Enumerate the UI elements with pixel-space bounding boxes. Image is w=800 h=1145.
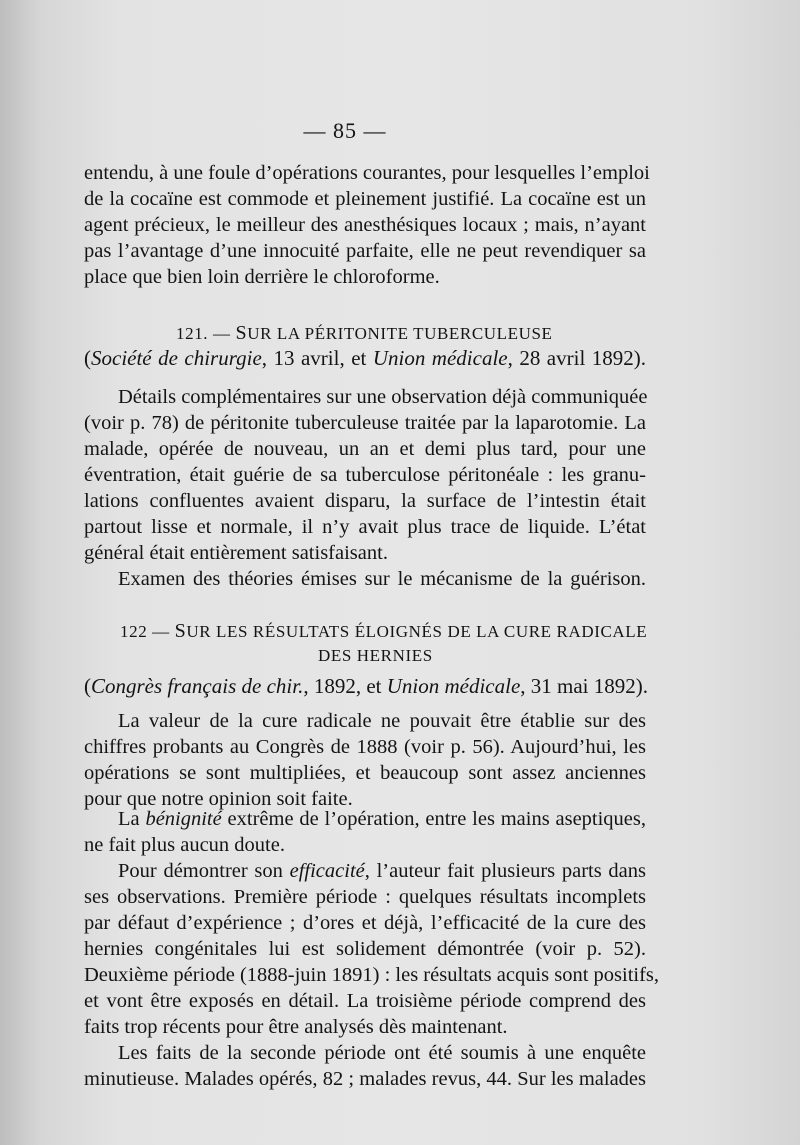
section-122-heading: 122 — SUR LES RÉSULTATS ÉLOIGNÉS DE LA CURE RADICALE — [120, 620, 648, 642]
s121-line-3: malade, opérée de nouveau, un an et demi plus tard, pour une — [84, 438, 646, 460]
s121-line-1: Détails complémentaires sur une observation déjà communiquée — [118, 386, 648, 408]
s121-line-4: éventration, était guérie de sa tuberculose péritonéale : les granu- — [84, 464, 646, 486]
s122-line-2: chiffres probants au Congrès de 1888 (voir p. 56). Aujourd’hui, les — [84, 736, 646, 758]
intro-line-2: de la cocaïne est commode et pleinement justifié. La cocaïne est un — [84, 188, 646, 210]
s121-line-7: général était entièrement satisfaisant. — [84, 542, 388, 564]
section-121-title: UR LA PÉRITONITE TUBERCULEUSE — [247, 324, 553, 343]
intro-line-1: entendu, à une foule d’opérations courantes, pour lesquelles l’emploi — [84, 162, 650, 184]
emphasis-word: bénignité — [145, 808, 222, 830]
intro-line-4: pas l’avantage d’une innocuité parfaite, elle ne peut revendiquer sa — [84, 240, 646, 262]
s122-line-12: minutieuse. Malades opérés, 82 ; malades revus, 44. Sur les malades — [84, 1068, 646, 1090]
s122-line-6: par défaut d’expérience ; d’ores et déjà, l’efficacité de la cure des — [84, 912, 646, 934]
s122-line-5: ses observations. Première période : quelques résultats incomplets — [84, 886, 646, 908]
page-number: — 85 — — [303, 118, 387, 143]
s122-line-3: opérations se sont multipliées, et beaucoup sont assez anciennes — [84, 762, 646, 784]
intro-line-5: place que bien loin derrière le chloroforme. — [84, 266, 440, 288]
s121-line-6: partout lisse et normale, il n’y avait plus trace de liquide. L’état — [84, 516, 646, 538]
s121-line-5: lations confluentes avaient disparu, la surface de l’intestin était — [84, 490, 646, 512]
section-122-number: 122 — [120, 622, 148, 641]
section-121-number: 121. — [176, 324, 209, 343]
s122-line-9: et vont être exposés en détail. La troisième période comprend des — [84, 990, 646, 1012]
section-122-title-line2: DES HERNIES — [318, 646, 433, 665]
s121-line-2: (voir p. 78) de péritonite tuberculeuse traitée par la laparotomie. La — [84, 412, 646, 434]
s122-benignite-line: La bénignité extrême de l’opération, entre les mains aseptiques, — [118, 808, 647, 830]
s122-line-7: hernies congénitales lui est solidement démontrée (voir p. 52). — [84, 938, 646, 960]
citation-journal: Société de chirurgie — [91, 346, 262, 370]
s122-line-8: Deuxième période (1888-juin 1891) : les résultats acquis sont positifs, — [84, 964, 660, 986]
section-122-title: UR LES RÉSULTATS ÉLOIGNÉS DE LA CURE RADICALE — [186, 622, 648, 641]
section-121-heading: 121. — SUR LA PÉRITONITE TUBERCULEUSE — [176, 322, 553, 344]
citation-journal: Congrès français de chir. — [91, 674, 304, 698]
s122-line-11: Les faits de la seconde période ont été soumis à une enquête — [118, 1042, 646, 1064]
section-121-citation: (Société de chirurgie, 13 avril, et Union médicale, 28 avril 1892). — [84, 346, 647, 370]
s122-line-4: pour que notre opinion soit faite. — [84, 788, 353, 810]
section-122-citation: (Congrès français de chir., 1892, et Union médicale, 31 mai 1892). — [84, 674, 649, 698]
intro-line-3: agent précieux, le meilleur des anesthésiques locaux ; mais, n’ayant — [84, 214, 646, 236]
citation-journal: Union médicale — [372, 346, 508, 370]
citation-journal: Union médicale — [386, 674, 521, 698]
s122-line-10: faits trop récents pour être analysés dès maintenant. — [84, 1016, 508, 1038]
s122-benignite-line-2: ne fait plus aucun doute. — [84, 834, 285, 856]
emphasis-word: efficacité — [289, 860, 365, 882]
s122-efficacite-line: Pour démontrer son efficacité, l’auteur fait plusieurs parts dans — [118, 860, 646, 882]
s122-line-1: La valeur de la cure radicale ne pouvait être établie sur des — [118, 710, 646, 732]
s121-line-8: Examen des théories émises sur le mécanisme de la guérison. — [118, 568, 646, 590]
